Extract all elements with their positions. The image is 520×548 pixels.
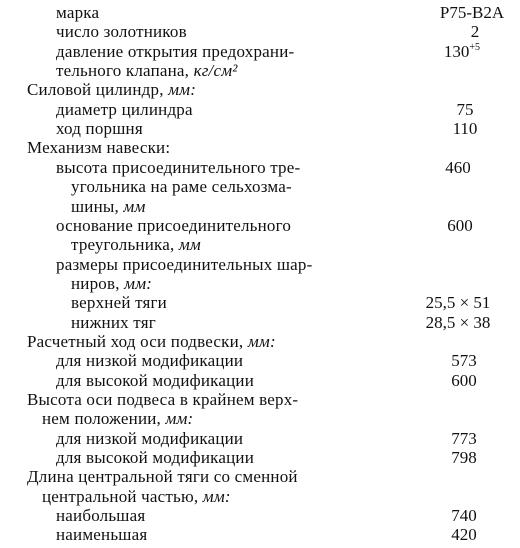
- row-label: давление открытия предохрани-: [56, 41, 295, 61]
- row-label: для низкой модификации: [56, 428, 244, 448]
- section-heading: Механизм навески:: [27, 138, 171, 158]
- unit: мм: [178, 235, 201, 255]
- row-label: для высокой модификации: [56, 370, 255, 390]
- row-triangle-base: [0, 216, 520, 236]
- row-travel-low: [0, 351, 520, 371]
- row-joint-sizes: [0, 255, 520, 275]
- row-label: нем положении, мм:: [42, 409, 194, 429]
- row-label: для высокой модификации: [56, 448, 255, 468]
- unit: мм:: [247, 331, 276, 351]
- section-heading: Расчетный ход оси подвески, мм:: [27, 331, 276, 351]
- row-value: 110: [452, 119, 478, 139]
- row-upper-link: [0, 293, 520, 313]
- row-lower-links: [0, 313, 520, 333]
- row-label: верхней тяги: [71, 293, 167, 313]
- row-label: ход поршня: [56, 119, 143, 139]
- row-label: наибольшая: [56, 506, 146, 526]
- row-travel-high: [0, 371, 520, 391]
- row-triangle-height-cont1: [0, 177, 520, 197]
- row-label: угольника на раме сельхозма-: [71, 177, 292, 197]
- row-axle-height: [0, 390, 520, 410]
- row-cylinder-diameter: [0, 100, 520, 120]
- row-label: тельного клапана, кг/см²: [56, 61, 238, 81]
- row-label: число золотников: [56, 22, 187, 42]
- row-triangle-height: [0, 158, 520, 178]
- row-label: диаметр цилиндра: [56, 99, 193, 119]
- row-height-high: [0, 448, 520, 468]
- row-piston-stroke: [0, 119, 520, 139]
- row-value: 2: [470, 22, 480, 42]
- row-value: 798: [451, 448, 477, 468]
- unit: мм:: [124, 273, 153, 293]
- row-label: ниров, мм:: [71, 273, 153, 293]
- value-tolerance: +5: [469, 41, 481, 53]
- row-height-low: [0, 429, 520, 449]
- row-label: основание присоединительного: [56, 215, 292, 235]
- row-label: высота присоединительного тре-: [56, 157, 301, 177]
- row-label: для низкой модификации: [56, 351, 244, 371]
- unit: мм:: [202, 486, 231, 506]
- row-value: 600: [447, 215, 473, 235]
- row-label: наименьшая: [56, 525, 148, 545]
- row-hitch-mechanism: [0, 138, 520, 158]
- section-heading: Высота оси подвеса в крайнем верх-: [27, 390, 299, 409]
- row-value: 773: [451, 428, 477, 448]
- row-triangle-height-cont2: [0, 197, 520, 217]
- row-axle-height-cont: [0, 409, 520, 429]
- row-joint-sizes-cont: [0, 274, 520, 294]
- row-length-max: [0, 506, 520, 526]
- row-value: [402, 42, 520, 62]
- row-value: 600: [451, 370, 477, 390]
- row-label: треугольника, мм: [71, 235, 201, 255]
- row-label: шины, мм: [71, 196, 146, 216]
- row-value: 740: [451, 506, 477, 526]
- row-triangle-base-cont: [0, 235, 520, 255]
- row-spool-count: [0, 22, 520, 42]
- row-relief-pressure-cont: [0, 61, 520, 81]
- row-value: 75: [456, 99, 474, 119]
- section-heading: Длина центральной тяги со сменной: [27, 467, 298, 487]
- value-main: 130: [443, 41, 470, 61]
- unit: мм:: [165, 409, 194, 429]
- row-value: 25,5 × 51: [425, 293, 491, 313]
- row-relief-pressure: [0, 42, 520, 62]
- row-value: 28,5 × 38: [425, 312, 491, 332]
- row-central-link-cont: [0, 487, 520, 507]
- row-value: Р75-В2А: [439, 3, 505, 22]
- row-value: 420: [451, 525, 477, 545]
- section-heading: Силовой цилиндр, мм:: [27, 80, 197, 100]
- unit: мм:: [168, 80, 197, 100]
- row-value: 573: [451, 351, 477, 371]
- row-label: размеры присоединительных шар-: [56, 254, 313, 274]
- row-power-cylinder: [0, 80, 520, 100]
- row-suspension-travel: [0, 332, 520, 352]
- unit: мм: [123, 196, 146, 216]
- row-central-link: [0, 467, 520, 487]
- row-length-min: [0, 525, 520, 545]
- unit: кг/см²: [193, 61, 238, 81]
- row-value: 460: [445, 157, 471, 177]
- row-label: нижних тяг: [71, 312, 156, 332]
- row-label: центральной частью, мм:: [42, 486, 231, 506]
- row-brand: [0, 3, 520, 23]
- row-label: марка: [56, 3, 100, 22]
